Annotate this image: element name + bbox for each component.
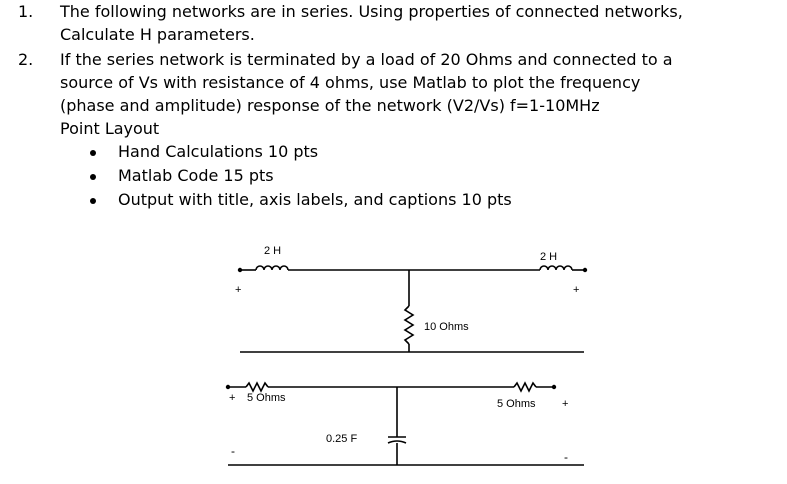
shunt-resistor-label: 10 Ohms: [424, 321, 469, 333]
terminal-dot: [226, 385, 230, 389]
left-resistor-label: 5 Ohms: [247, 392, 286, 404]
top-left-plus: +: [235, 284, 242, 296]
question-line: The following networks are in series. Using properties of connected networks,: [60, 2, 683, 21]
top-right-plus: +: [573, 284, 580, 296]
left-inductor-coil: [256, 266, 288, 270]
capacitor-label: 0.25 F: [326, 433, 358, 445]
terminal-dot: [238, 268, 242, 272]
bottom-right-plus: +: [562, 398, 569, 410]
bottom-left-minus: -: [231, 444, 235, 458]
point-item-text: Matlab Code 15 pts: [118, 166, 274, 185]
shunt-resistor-zigzag: [405, 306, 413, 344]
question-number: 1.: [18, 2, 34, 21]
right-resistor-zigzag: [514, 383, 536, 391]
question-line: Calculate H parameters.: [60, 25, 255, 44]
capacitor-plate-bottom: [388, 441, 406, 443]
bottom-right-minus: -: [564, 450, 568, 464]
question-line: If the series network is terminated by a load of 20 Ohms and connected to a: [60, 50, 673, 69]
bottom-left-plus: +: [229, 392, 236, 404]
point-item-text: Hand Calculations 10 pts: [118, 142, 319, 161]
left-resistor-zigzag: [246, 383, 268, 391]
terminal-dot: [583, 268, 587, 272]
right-inductor-coil: [540, 266, 572, 270]
right-inductor-label: 2 H: [540, 251, 558, 263]
point-layout-title: Point Layout: [60, 119, 160, 138]
terminal-dot: [552, 385, 556, 389]
question-number: 2.: [18, 50, 34, 69]
right-resistor-label: 5 Ohms: [497, 398, 536, 410]
question-line: source of Vs with resistance of 4 ohms, use Matlab to plot the frequency: [60, 73, 641, 92]
question-line: (phase and amplitude) response of the network (V2/Vs) f=1-10MHz: [60, 96, 600, 115]
point-item-text: Output with title, axis labels, and captions 10 pts: [118, 190, 512, 209]
left-inductor-label: 2 H: [264, 245, 282, 257]
